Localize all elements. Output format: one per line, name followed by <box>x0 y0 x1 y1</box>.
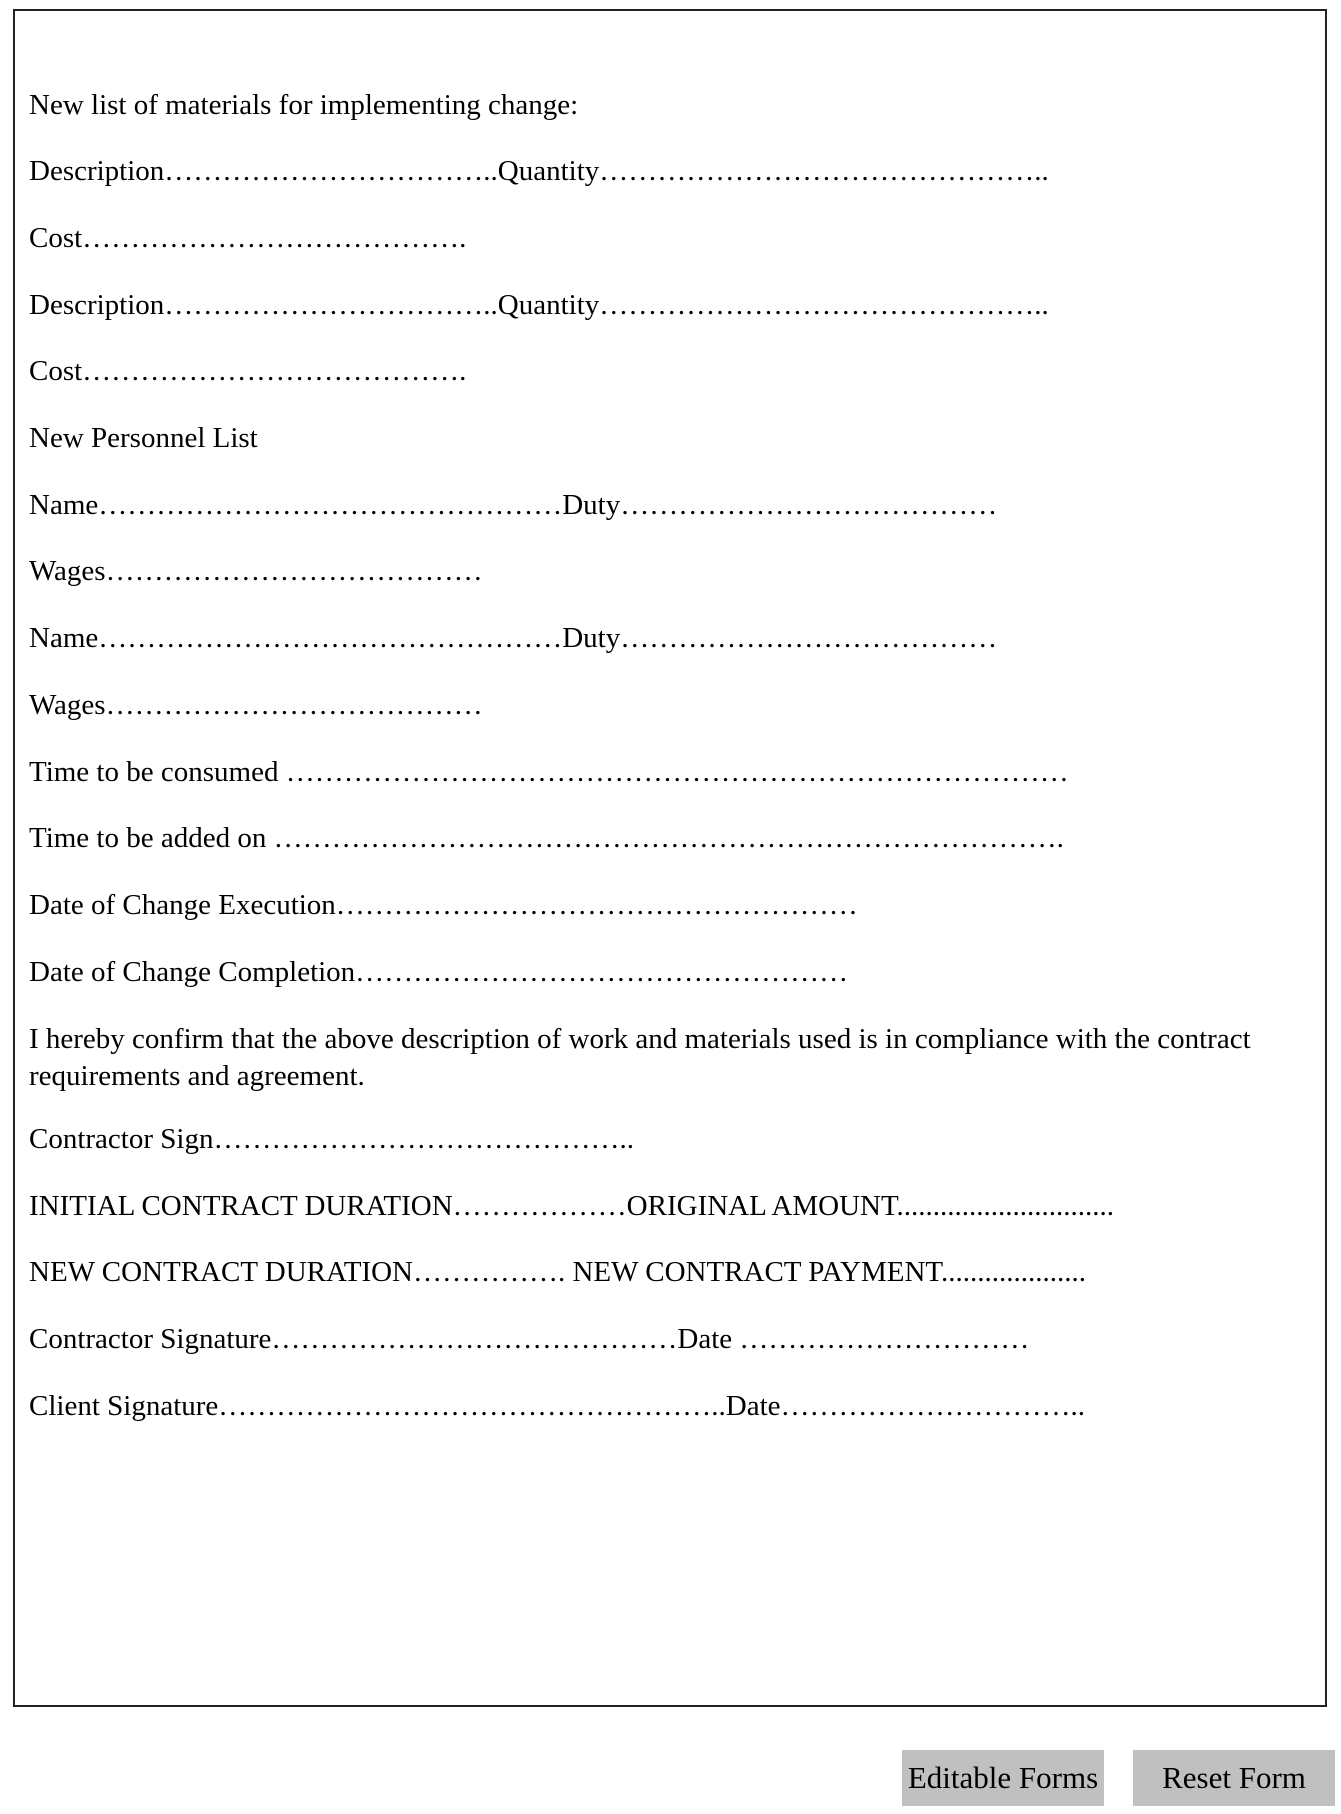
time-added-field[interactable]: Time to be added on ………………………………………………………………………. <box>29 822 1064 854</box>
reset-form-button[interactable]: Reset Form <box>1133 1750 1335 1806</box>
personnel-heading: New Personnel List <box>29 422 258 454</box>
new-contract-field[interactable]: NEW CONTRACT DURATION……………. NEW CONTRACT PAYMENT.................... <box>29 1256 1086 1288</box>
date-execution-field[interactable]: Date of Change Execution……………………………………………… <box>29 889 858 921</box>
material-1-cost-field[interactable]: Cost…………………………………. <box>29 222 467 254</box>
client-signature-field[interactable]: Client Signature……………………………………………..Date………………………….. <box>29 1390 1086 1422</box>
date-completion-field[interactable]: Date of Change Completion…………………………………………… <box>29 956 849 988</box>
material-2-description-quantity-field[interactable]: Description……………………………..Quantity……………………………………….. <box>29 289 1049 321</box>
time-consumed-field[interactable]: Time to be consumed ……………………………………………………………………… <box>29 756 1069 788</box>
contractor-sign-field[interactable]: Contractor Sign…………………………………….. <box>29 1123 634 1155</box>
personnel-2-name-duty-field[interactable]: Name…………………………………………Duty………………………………… <box>29 622 998 654</box>
personnel-1-name-duty-field[interactable]: Name…………………………………………Duty………………………………… <box>29 489 998 521</box>
confirmation-statement: I hereby confirm that the above description of work and materials used is in compliance with the contract requirements and agreement. <box>29 1023 1251 1092</box>
form-frame <box>13 9 1327 1707</box>
editable-forms-button[interactable]: Editable Forms <box>902 1750 1104 1806</box>
material-2-cost-field[interactable]: Cost…………………………………. <box>29 355 467 387</box>
materials-heading: New list of materials for implementing change: <box>29 89 579 121</box>
personnel-1-wages-field[interactable]: Wages………………………………… <box>29 555 483 587</box>
material-1-description-quantity-field[interactable]: Description……………………………..Quantity……………………………………….. <box>29 155 1049 187</box>
contractor-signature-field[interactable]: Contractor Signature……………………………………Date ………………………… <box>29 1323 1030 1355</box>
personnel-2-wages-field[interactable]: Wages………………………………… <box>29 689 483 721</box>
initial-contract-field[interactable]: INITIAL CONTRACT DURATION………………ORIGINAL AMOUNT.............................. <box>29 1190 1115 1222</box>
